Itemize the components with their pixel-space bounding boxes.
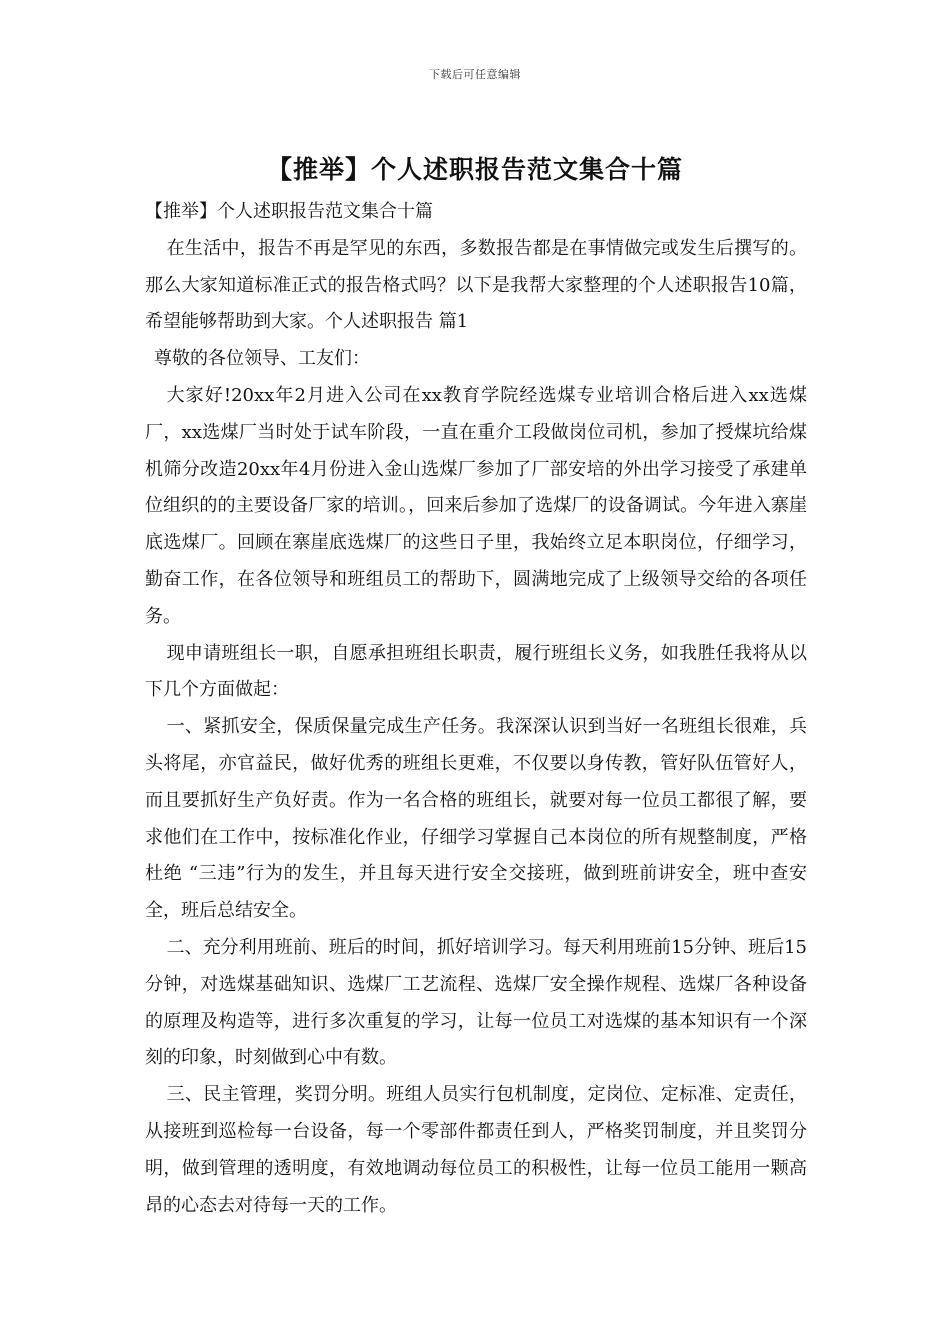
intro-paragraph: 在生活中，报告不再是罕见的东西，多数报告都是在事情做完或发生后撰写的。那么大家知道标准正式的报告格式吗？以下是我帮大家整理的个人述职报告10篇，希望能够帮助到大家。个人述职报告 篇1 [145, 237, 807, 333]
body-paragraph-1: 大家好!20xx年2月进入公司在xx教育学院经选煤专业培训合格后进入xx选煤厂，xx选煤厂当时处于试车阶段，一直在重介工段做岗位司机，参加了授煤坑给煤机筛分改造20xx年4月份进入金山选煤厂参加了厂部安培的外出学习接受了承建单位组织的的主要设备厂家的培训。，回来后参加了选煤厂的设备调试。今年进入寨崖底选煤厂。回顾在寨崖底选煤厂的这些日子里，我始终立足本职岗位，仔细学习，勤奋工作，在各位领导和班组员工的帮助下，圆满地完成了上级领导交给的各项任务。 [145, 384, 807, 627]
body-paragraph-2: 现申请班组长一职，自愿承担班组长职责，履行班组长义务，如我胜任我将从以下几个方面做起： [145, 642, 807, 701]
header-note: 下载后可任意编辑 [429, 68, 521, 81]
document-body [145, 194, 807, 1224]
body-paragraph-5: 三、民主管理，奖罚分明。班组人员实行包机制度，定岗位、定标准、定责任，从接班到巡检每一台设备，每一个零部件都责任到人，严格奖罚制度，并且奖罚分明，做到管理的透明度，有效地调动每位员工的积极性，让每一位员工能用一颗高昂的心态去对待每一天的工作。 [145, 1084, 807, 1216]
subtitle-paragraph: 【推举】个人述职报告范文集合十篇 [145, 201, 433, 222]
salutation-paragraph: 尊敬的各位领导、工友们： [154, 348, 370, 370]
body-paragraph-3: 一、紧抓安全，保质保量完成生产任务。我深深认识到当好一名班组长很难，兵头将尾，亦官益民，做好优秀的班组长更难，不仅要以身传教，管好队伍管好人，而且要抓好生产负好责。作为一名合格的班组长，就要对每一位员工都很了解，要求他们在工作中，按标准化作业，仔细学习掌握自己本岗位的所有规整制度，严格杜绝 “三违”行为的发生，并且每天进行安全交接班，做到班前讲安全，班中查安全，班后总结安全。 [145, 716, 807, 922]
body-paragraph-4: 二、充分利用班前、班后的时间，抓好培训学习。每天利用班前15分钟、班后15分钟，对选煤基础知识、选煤厂工艺流程、选煤厂安全操作规程、选煤厂各种设备的原理及构造等，进行多次重复的学习，让每一位员工对选煤的基本知识有一个深刻的印象，时刻做到心中有数。 [145, 936, 807, 1069]
document-title: 【推举】个人述职报告范文集合十篇 [266, 155, 683, 184]
